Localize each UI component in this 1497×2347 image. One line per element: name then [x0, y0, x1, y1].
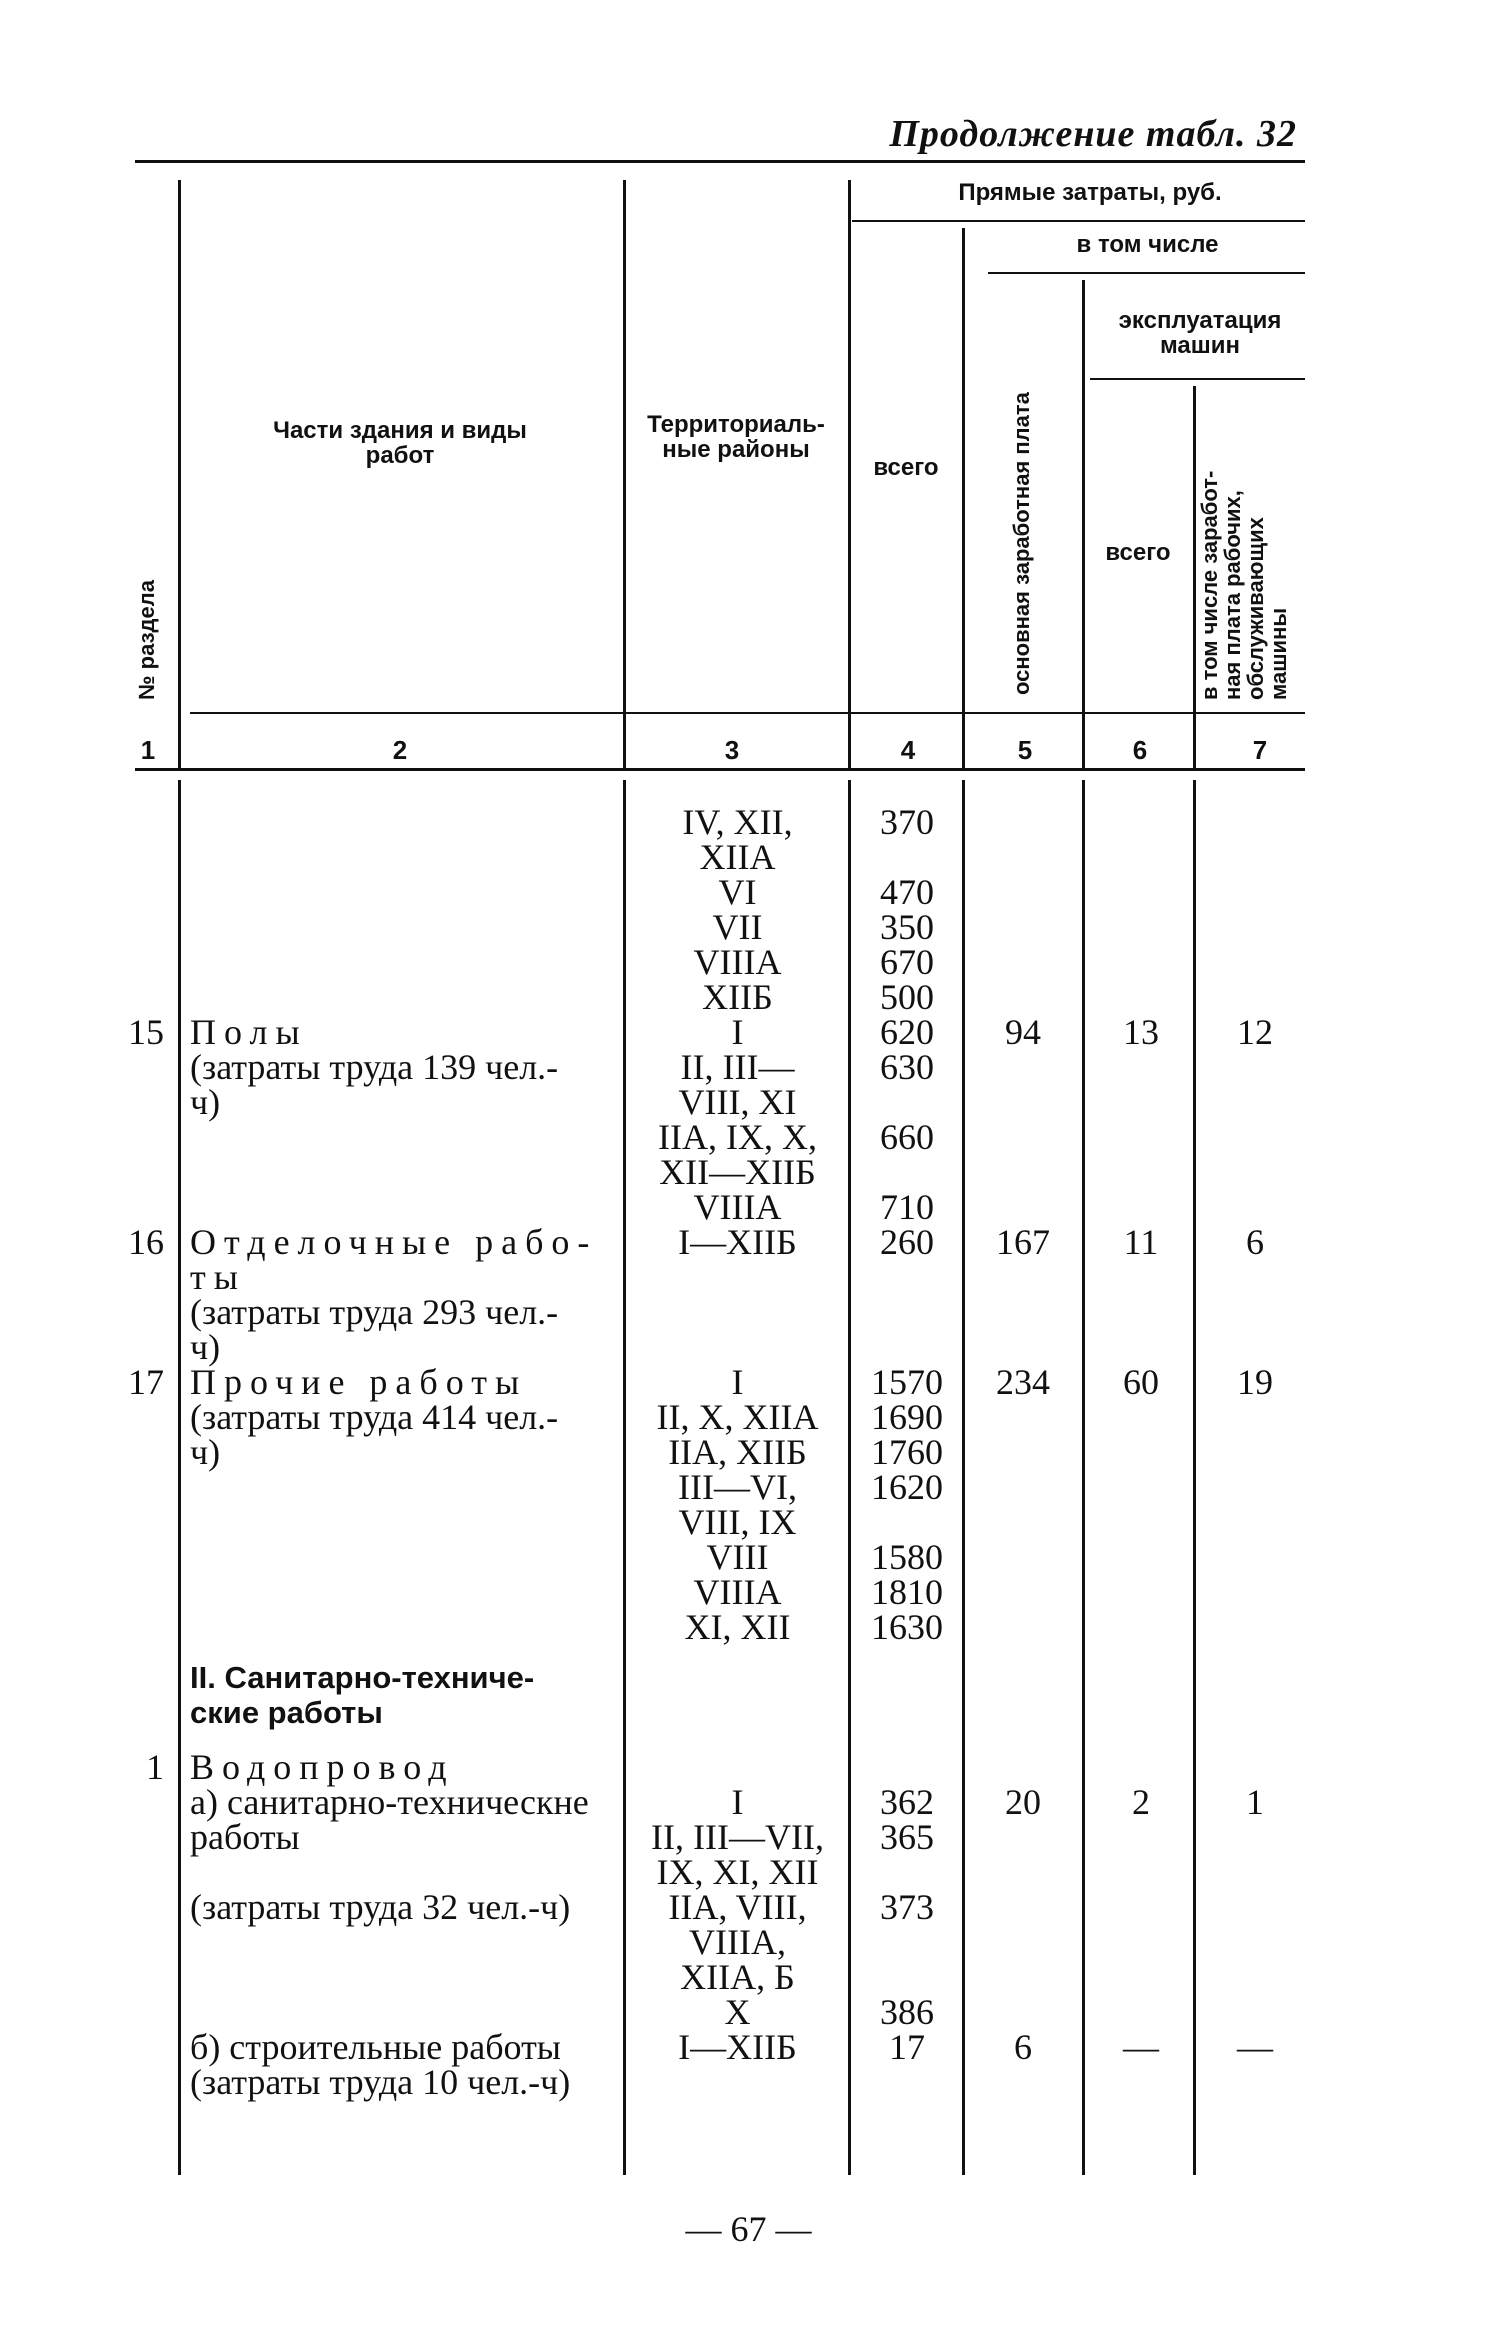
region-21: XI, XII: [684, 1607, 791, 1647]
header-vline-5: [1082, 280, 1085, 770]
row1b-machine-wage: —: [1237, 2027, 1273, 2067]
region-24: IX, XI, XII: [656, 1852, 819, 1892]
total-12: 1690: [871, 1397, 943, 1437]
row16-machine-wage: 6: [1246, 1222, 1264, 1262]
section-2-title: II. Санитарно-техниче- ские работы: [190, 1660, 535, 1730]
total-5: 500: [880, 977, 934, 1017]
region-10: IIA, IX, X,: [658, 1117, 817, 1157]
col-numbers-rule: [135, 768, 1305, 771]
region-15: II, X, XIIA: [656, 1397, 819, 1437]
row1b-machines: —: [1123, 2027, 1159, 2067]
region-3: VI: [718, 872, 757, 912]
row15-name: Полы (затраты труда 139 чел.- ч): [190, 1012, 559, 1122]
body-vline-6: [1193, 780, 1196, 2175]
region-6: XIIБ: [702, 977, 773, 1017]
region-7: I: [731, 1012, 744, 1052]
header-section-number: № раздела: [134, 580, 159, 700]
row16-wage: 167: [996, 1222, 1050, 1262]
header-vline-3: [848, 180, 851, 770]
header-base-wage: основная заработная плата: [1009, 392, 1034, 695]
region-27: XIIA, Б: [680, 1957, 795, 1997]
direct-costs-rule: [852, 220, 1305, 222]
body-vline-2: [623, 780, 626, 2175]
region-4: VII: [712, 907, 763, 947]
col-number-4: 4: [900, 735, 916, 765]
total-10: 260: [880, 1222, 934, 1262]
region-20: VIIIA: [693, 1572, 782, 1612]
machines-rule: [1090, 378, 1305, 380]
region-8: II, III—: [680, 1047, 795, 1087]
header-bottom-rule: [190, 712, 1305, 714]
header-vline-2: [623, 180, 626, 770]
body-vline-5: [1082, 780, 1085, 2175]
body-vline-1: [178, 780, 181, 2175]
total-19: 365: [880, 1817, 934, 1857]
region-26: VIIIA,: [689, 1922, 786, 1962]
total-14: 1620: [871, 1467, 943, 1507]
region-19: VIII: [706, 1537, 769, 1577]
region-17: III—VI,: [678, 1467, 797, 1507]
col-number-7: 7: [1252, 735, 1268, 765]
top-rule: [135, 160, 1305, 163]
row16-name: Отделочные рабо- ты (затраты труда 293 чел.- ч): [190, 1222, 598, 1367]
row17-number: 17: [128, 1362, 164, 1402]
col-number-1: 1: [140, 735, 156, 765]
header-direct-costs: Прямые затраты, руб.: [958, 179, 1222, 206]
row1-number: 1: [146, 1747, 164, 1787]
regions-column: [630, 802, 845, 2067]
region-9: VIII, XI: [678, 1082, 797, 1122]
row17-wage: 234: [996, 1362, 1050, 1402]
region-12: VIIIA: [693, 1187, 782, 1227]
region-13: I—XIIБ: [678, 1222, 797, 1262]
header-vline-6: [1193, 386, 1196, 770]
row1a-machines: 2: [1132, 1782, 1150, 1822]
row16-machines: 11: [1123, 1222, 1159, 1262]
total-8: 660: [880, 1117, 934, 1157]
region-25: IIA, VIII,: [668, 1887, 807, 1927]
header-total: всего: [873, 454, 939, 481]
col-number-3: 3: [724, 735, 740, 765]
region-28: X: [724, 1992, 751, 2032]
row17-machines: 60: [1123, 1362, 1159, 1402]
region-18: VIII, IX: [678, 1502, 797, 1542]
total-16: 1810: [871, 1572, 943, 1612]
region-29: I—XIIБ: [678, 2027, 797, 2067]
total-11: 1570: [871, 1362, 943, 1402]
total-17: 1630: [871, 1607, 943, 1647]
row1-name: Водопровод а) санитарно-техническне работы (затраты труда 32 чел.-ч): [190, 1747, 589, 1927]
row1b-wage: 6: [1014, 2027, 1032, 2067]
region-22: I: [731, 1782, 744, 1822]
total-18: 362: [880, 1782, 934, 1822]
total-9: 710: [880, 1187, 934, 1227]
total-15: 1580: [871, 1537, 943, 1577]
header-machine-operation: эксплуатация машин: [1118, 307, 1282, 360]
region-16: IIA, XIIБ: [668, 1432, 807, 1472]
including-rule: [988, 272, 1305, 274]
region-1: IV, XII,: [682, 802, 793, 842]
col-number-6: 6: [1132, 735, 1148, 765]
row15-machine-wage: 12: [1237, 1012, 1273, 1052]
header-machine-total: всего: [1105, 539, 1171, 566]
col-number-2: 2: [392, 735, 408, 765]
body-vline-3: [848, 780, 851, 2175]
region-11: XII—XIIБ: [659, 1152, 816, 1192]
table-caption: Продолжение табл. 32: [889, 113, 1297, 155]
col-number-5: 5: [1017, 735, 1033, 765]
row1a-wage: 20: [1005, 1782, 1041, 1822]
row17-machine-wage: 19: [1237, 1362, 1273, 1402]
row16-number: 16: [128, 1222, 164, 1262]
total-4: 670: [880, 942, 934, 982]
region-14: I: [731, 1362, 744, 1402]
total-6: 620: [880, 1012, 934, 1052]
total-22: 17: [889, 2027, 925, 2067]
row1b-name: б) строительные работы (затраты труда 10 чел.-ч): [190, 2027, 571, 2102]
header-machine-wage: в том числе заработ- ная плата рабочих, обслуживающих машины: [1197, 470, 1292, 700]
total-13: 1760: [871, 1432, 943, 1472]
header-building-parts: Части здания и виды работ: [273, 417, 527, 470]
total-2: 470: [880, 872, 934, 912]
total-3: 350: [880, 907, 934, 947]
region-23: II, III—VII,: [651, 1817, 824, 1857]
row15-wage: 94: [1005, 1012, 1041, 1052]
header-regions: Территориаль-ные районы: [647, 411, 825, 464]
row15-machines: 13: [1123, 1012, 1159, 1052]
header-including: в том числе: [1076, 231, 1219, 258]
page-number: — 67 —: [685, 2209, 812, 2249]
total-1: 370: [880, 802, 934, 842]
total-21: 386: [880, 1992, 934, 2032]
total-20: 373: [880, 1887, 934, 1927]
row17-name: Прочие работы (затраты труда 414 чел.- ч): [190, 1362, 559, 1472]
total-7: 630: [880, 1047, 934, 1087]
row15-number: 15: [128, 1012, 164, 1052]
row1a-machine-wage: 1: [1246, 1782, 1264, 1822]
region-2: XIIA: [699, 837, 776, 877]
header-vline-4: [962, 228, 965, 770]
region-5: VIIIA: [693, 942, 782, 982]
body-vline-4: [962, 780, 965, 2175]
header-vline-1: [178, 180, 181, 770]
